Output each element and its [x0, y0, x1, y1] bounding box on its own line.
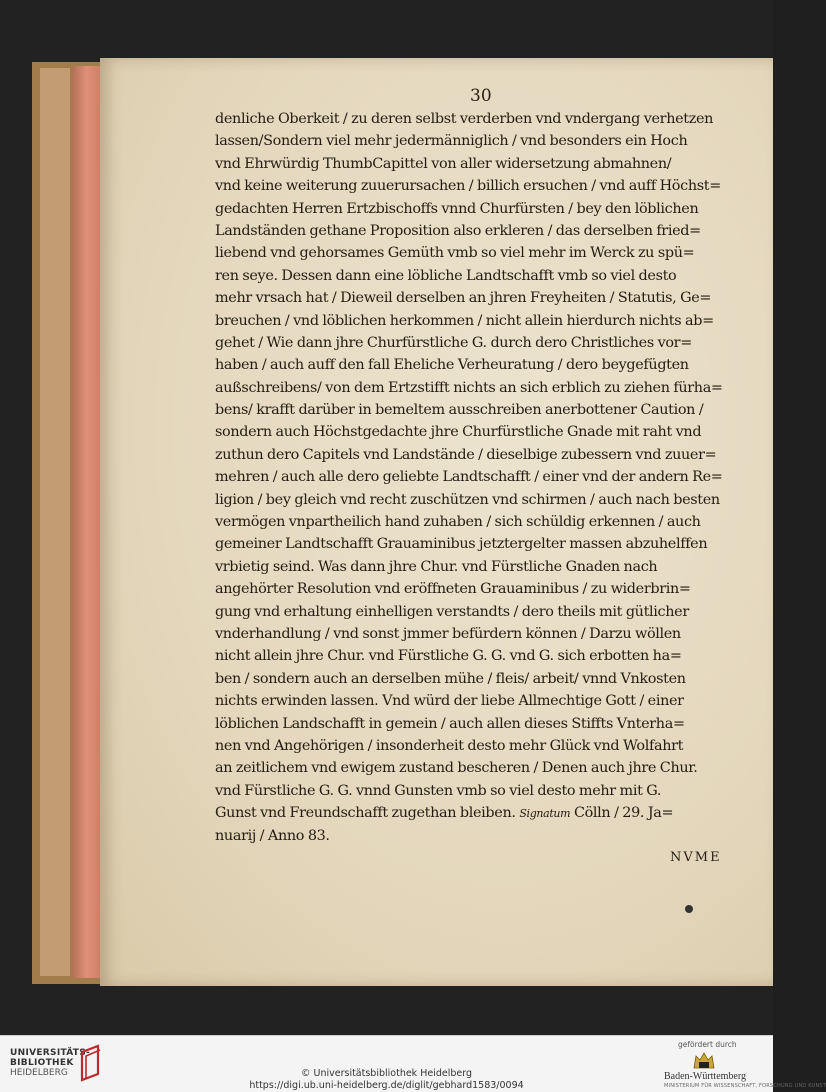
signatum-text: Cölln / 29. Ja= [573, 805, 674, 822]
library-name-line3: HEIDELBERG [10, 1068, 68, 1078]
text-line: gung vnd erhaltung einhelligen verstandts / dero theils mit gütlicher [215, 603, 689, 620]
text-line: sondern auch Höchstgedachte jhre Churfürstliche Gnade mit raht vnd [215, 424, 702, 441]
text-line: gedachten Herren Ertzbischoffs vnnd Churfürsten / bey den löblichen [215, 200, 699, 217]
text-line: an zeitlichem vnd ewigem zustand bescheren / Denen auch jhre Chur. [215, 760, 698, 777]
text-line-last: nuarij / Anno 83. [215, 827, 330, 844]
text-line: lassen/Sondern viel mehr jedermänniglich / vnd besonders ein Hoch [215, 133, 688, 150]
text-line: breuchen / vnd löblichen herkommen / nicht allein hierdurch nichts ab= [215, 312, 714, 329]
text-line: vnderhandlung / vnd sonst jmmer befürdern können / Darzu wöllen [215, 625, 681, 642]
text-line: mehren / auch alle dero geliebte Landtschafft / einer vnd der andern Re= [215, 469, 723, 486]
text-line: ligion / bey gleich vnd recht zuschützen vnd schirmen / auch nach besten [215, 491, 720, 508]
text-line: nichts erwinden lassen. Vnd würd der liebe Allmechtige Gott / einer [215, 693, 684, 710]
ink-spot [685, 905, 693, 913]
sponsor-label: gefördert durch [678, 1040, 737, 1049]
text-line: nicht allein jhre Chur. vnd Fürstliche G. G. vnd G. sich erbotten ha= [215, 648, 682, 665]
copyright-text: © Universitätsbibliothek Heidelberg [300, 1068, 472, 1079]
text-line: gehet / Wie dann jhre Churfürstliche G. durch dero Christliches vor= [215, 334, 692, 351]
text-line: ben / sondern auch an derselben mühe / fleis/ arbeit/ vnnd Vnkosten [215, 670, 686, 687]
text-line: vnd Fürstliche G. G. vnnd Gunsten vmb so viel desto mehr mit G. [215, 782, 662, 799]
text-line: zuthun dero Capitels vnd Landstände / dieselbige zubessern vnd zuuer= [215, 446, 717, 463]
sponsor-name[interactable]: Baden-Württemberg [664, 1071, 747, 1082]
footer-bar [0, 1035, 826, 1092]
text-line: vnd Ehrwürdig ThumbCapittel von aller widersetzung abmahnen/ [215, 155, 672, 172]
text-line: vrbietig seind. Was dann jhre Chur. vnd Fürstliche Gnaden nach [215, 558, 658, 575]
library-name-line2: BIBLIOTHEK [10, 1058, 74, 1068]
library-name-line1: UNIVERSITÄTS- [10, 1048, 91, 1058]
catchword: NVME [670, 850, 722, 865]
text-line: denliche Oberkeit / zu deren selbst verderben vnd vndergang verhetzen [215, 111, 714, 127]
page-text [215, 108, 750, 847]
text-line: gemeiner Landtschafft Grauaminibus jetztergelter massen abzuhelffen [215, 536, 708, 553]
text-line: vnd keine weiterung zuuerursachen / billich ersuchen / vnd auff Höchst= [215, 178, 721, 195]
text-line: ren seye. Dessen dann eine löbliche Landtschafft vmb so viel desto [215, 267, 677, 284]
book-page [100, 58, 773, 986]
text-line: mehr vrsach hat / Dieweil derselben an jhren Freyheiten / Statutis, Ge= [215, 290, 712, 307]
signatum-label: Signatum [519, 807, 571, 821]
text-line: außschreibens/ von dem Ertzstifft nichts an sich erblich zu ziehen fürha= [215, 379, 723, 396]
text-line: vermögen vnpartheilich hand zuhaben / sich schüldig erkennen / auch [215, 514, 701, 531]
text-line: angehörter Resolution vnd eröffneten Grauaminibus / zu widerbrin= [215, 581, 691, 598]
text-line: haben / auch auff den fall Eheliche Verheuratung / dero beygefügten [215, 357, 689, 374]
text-line: Gunst vnd Freundschafft zugethan bleiben. [215, 805, 516, 822]
text-line: liebend vnd gehorsames Gemüth vmb so viel mehr im Werck zu spü= [215, 245, 695, 262]
page-number: 30 [470, 86, 492, 106]
bw-coat-of-arms-icon [690, 1050, 718, 1070]
text-line: löblichen Landschafft in gemein / auch allen dieses Stiffts Vnterha= [215, 715, 685, 732]
book-spine-edge [40, 68, 70, 976]
text-line: nen vnd Angehörigen / insonderheit desto mehr Glück vnd Wolfahrt [215, 737, 684, 754]
text-line: bens/ krafft darüber in bemeltem ausschreiben anerbottener Caution / [215, 402, 704, 419]
permalink-url[interactable]: https://digi.ub.uni-heidelberg.de/diglit/gebhard1583/0094 [249, 1080, 524, 1091]
text-line: Landständen gethane Proposition also erkleren / das derselben fried= [215, 222, 701, 239]
sponsor-ministry: MINISTERIUM FÜR WISSENSCHAFT, FORSCHUNG UND KUNST [664, 1083, 826, 1089]
text-line-signatum [215, 802, 750, 824]
